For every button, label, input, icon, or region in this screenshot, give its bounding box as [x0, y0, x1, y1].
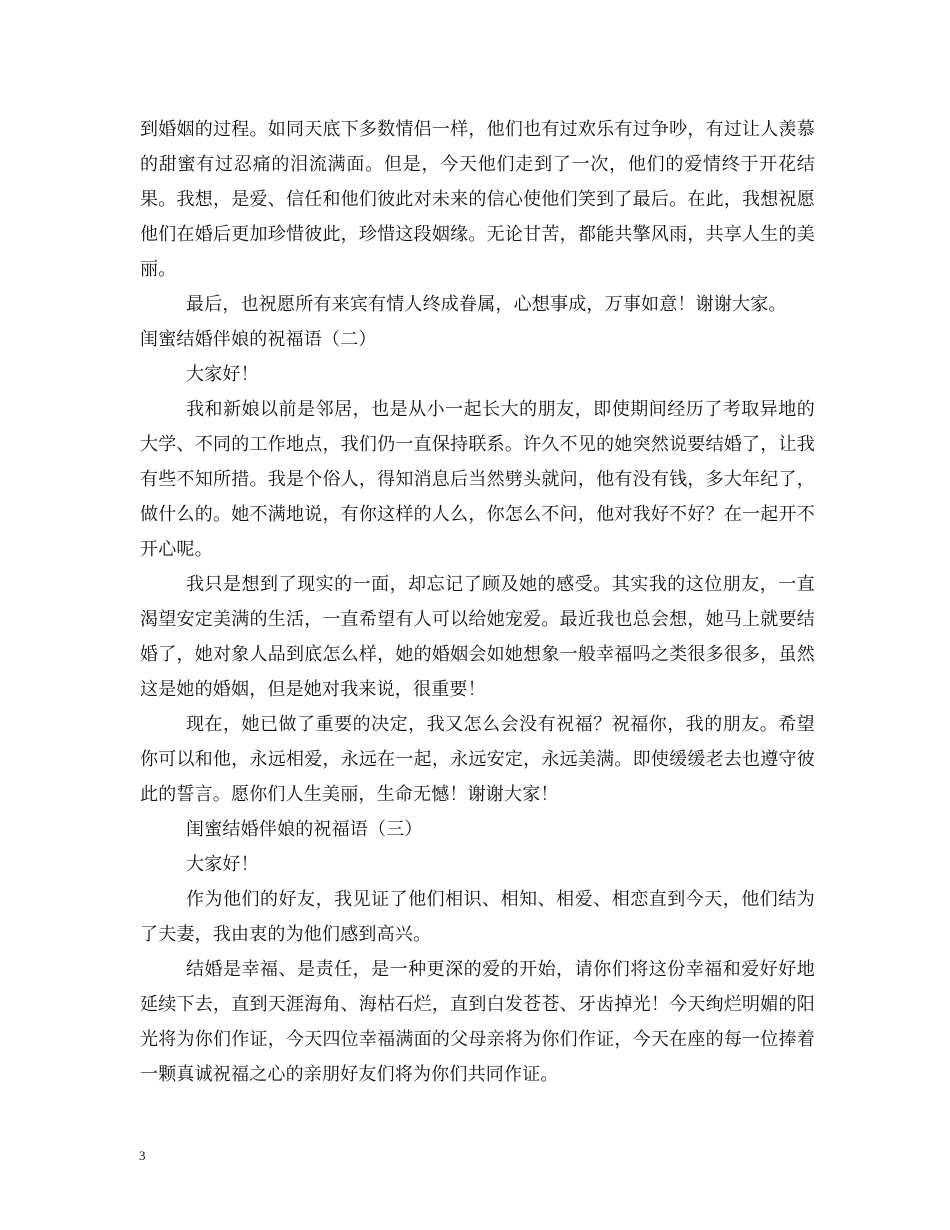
- section-heading-3: 闺蜜结婚伴娘的祝福语（三）: [186, 819, 423, 840]
- body-paragraph-1: 到婚姻的过程。如同天底下多数情侣一样，他们也有过欢乐有过争吵，有过让人羡慕的甜蜜有过忍痛的泪流满面。但是，今天他们走到了一次，他们的爱情终于开花结果。我想，是爱、信任和他们彼此对未来的信心使他们笑到了最后。在此，我想祝愿他们在婚后更加珍惜彼此，珍惜这段姻缘。无论甘苦，都能共擎风雨，共享人生的美丽。: [140, 119, 815, 280]
- page-number: 3: [139, 1148, 146, 1163]
- body-paragraph-3: 我和新娘以前是邻居，也是从小一起长大的朋友，即使期间经历了考取异地的大学、不同的工作地点，我们仍一直保持联系。许久不见的她突然说要结婚了，让我有些不知所措。我是个俗人，得知消息后当然劈头就问，他有没有钱，多大年纪了，做什么的。她不满地说，有你这样的人么，你怎么不问，他对我好不好？在一起开不开心呢。: [140, 399, 815, 560]
- section-heading-2: 闺蜜结婚伴娘的祝福语（二）: [140, 329, 377, 350]
- body-paragraph-4: 我只是想到了现实的一面，却忘记了顾及她的感受。其实我的这位朋友，一直渴望安定美满的生活，一直希望有人可以给她宠爱。最近我也总会想，她马上就要结婚了，她对象人品到底怎么样，她的婚姻会如她想象一般幸福吗之类很多很多，虽然这是她的婚姻，但是她对我来说，很重要！: [140, 574, 815, 700]
- body-paragraph-7: 结婚是幸福、是责任，是一种更深的爱的开始，请你们将这份幸福和爱好好地延续下去，直到天涯海角、海枯石烂，直到白发苍苍、牙齿掉光！今天绚烂明媚的阳光将为你们作证，今天四位幸福满面的父母亲将为你们作证，今天在座的每一位捧着一颗真诚祝福之心的亲朋好友们将为你们共同作证。: [140, 959, 815, 1085]
- body-paragraph-2: 最后，也祝愿所有来宾有情人终成眷属，心想事成，万事如意！谢谢大家。: [186, 294, 787, 315]
- document-body: [140, 112, 815, 1092]
- body-paragraph-5: 现在，她已做了重要的决定，我又怎么会没有祝福？祝福你，我的朋友。希望你可以和他，永远相爱，永远在一起，永远安定，永远美满。即使缓缓老去也遵守彼此的誓言。愿你们人生美丽，生命无憾！谢谢大家！: [140, 714, 815, 805]
- greeting-3: 大家好！: [186, 854, 259, 875]
- greeting-2: 大家好！: [186, 364, 259, 385]
- body-paragraph-6: 作为他们的好友，我见证了他们相识、相知、相爱、相恋直到今天，他们结为了夫妻，我由衷的为他们感到高兴。: [140, 889, 815, 945]
